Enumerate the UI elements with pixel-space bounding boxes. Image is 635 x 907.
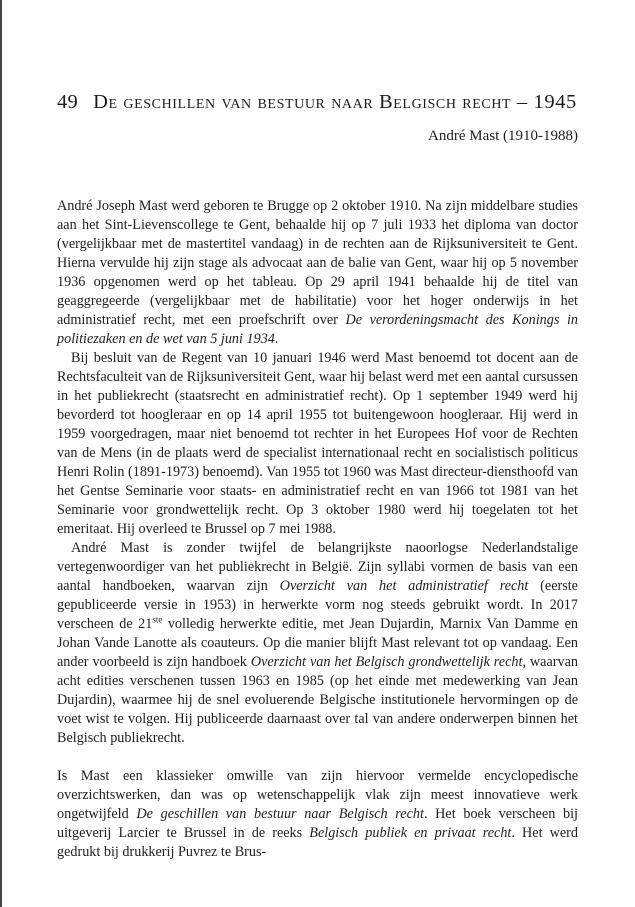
page-left-edge: [0, 0, 2, 907]
text-segment: De verordeningsmacht des Konings in politiezaken en de wet van 5 juni 1934: [57, 312, 578, 347]
text-segment: , waarvan acht edities verschenen tussen 1963 en 1985 (op het einde met medewerking van Jean Dujardin), waarmee hij de snel evoluerende Belgische institutionele hervormingen op de voet wist te volgen. Hij publiceerde daarnaast over tal van andere onderwerpen binnen het Belgisch publiekrecht.: [57, 654, 578, 746]
text-segment: Overzicht van het administratief recht: [279, 578, 529, 594]
text-segment: (eerste gepubliceerde versie in 1953) in herwerkte vorm nog steeds gebruikt wordt. In 2017 verscheen de 21: [57, 578, 578, 632]
body-paragraph: [57, 197, 578, 349]
text-segment: Belgisch publiek en privaat recht: [309, 825, 512, 841]
text-segment: . Het boek verscheen bij uitgeverij Larcier te Brussel in de reeks: [57, 806, 578, 841]
text-segment: ste: [152, 614, 163, 625]
text-segment: André Joseph Mast werd geboren te Brugge op 2 oktober 1910. Na zijn middelbare studies aan het Sint-Lievenscollege te Gent, behaalde hij op 7 juli 1933 het diploma van doctor (vergelijkbaar met de mastertitel vandaag) in de rechten aan de Rijksuniversiteit te Gent. Hierna vervulde hij zijn stage als advocaat aan de balie van Gent, waar hij op 5 november 1936 opgenomen werd op het tableau. Op 29 april 1941 behaalde hij de titel van geaggregeerde (vergelijkbaar met de habilitatie) voor het hoger onderwijs in het administratief recht, met een proefschrift over: [57, 198, 578, 328]
text-segment: De geschillen van bestuur naar Belgisch recht: [136, 806, 424, 822]
text-segment: Bij besluit van de Regent van 10 januari 1946 werd Mast benoemd tot docent aan de Rechtsfaculteit van de Rijksuniversiteit Gent, waar hij belast werd met een aantal cursussen in het publiekrecht (staatsrecht en administratief recht). Op 1 september 1949 werd hij bevorderd tot hoogleraar en op 14 april 1955 tot buitengewoon hoogleraar. Hij werd in 1959 voorgedragen, maar niet benoemd tot rechter in het Europees Hof voor de Rechten van de Mens (in de plaats werd de specialist internationaal recht en socialistisch politicus Henri Rolin (1891-1973) benoemd). Van 1955 tot 1960 was Mast directeur-diensthoofd van het Gentse Seminarie voor staats- en administratief recht en van 1966 tot 1981 van het Seminarie voor grondwettelijk recht. Op 3 oktober 1980 werd hij toegelaten tot het emeritaat. Hij overleed te Brussel op 7 mei 1988.: [57, 350, 578, 537]
text-segment: André Mast is zonder twijfel de belangrijkste naoorlogse Nederlandstalige vertegenwoordiger van het publiekrecht in België. Zijn syllabi vormen de basis van een aantal handboeken, waarvan zijn: [57, 540, 578, 594]
body-text: [57, 197, 578, 862]
chapter-heading: [57, 86, 578, 118]
body-paragraph: [57, 349, 578, 539]
chapter-header: [57, 86, 578, 146]
text-segment: volledig herwerkte editie, met Jean Dujardin, Marnix Van Damme en Johan Vande Lanotte als coauteurs. Op die manier blijft Mast relevant tot op vandaag. Een ander voorbeeld is zijn handboek: [57, 616, 578, 670]
body-paragraph: [57, 539, 578, 748]
text-segment: Is Mast een klassieker omwille van zijn hiervoor vermelde encyclopedische overzichtswerken, dan was op wetenschappelijk vlak zijn meest innovatieve werk ongetwijfeld: [57, 768, 578, 822]
body-paragraph: [57, 767, 578, 862]
chapter-title: De geschillen van bestuur naar Belgisch recht – 1945: [93, 91, 577, 113]
text-segment: .: [274, 331, 279, 347]
text-segment: . Het werd gedrukt bij drukkerij Puvrez te Brus-: [57, 825, 578, 860]
text-segment: Overzicht van het Belgisch grondwettelijk recht: [250, 654, 523, 670]
chapter-number: 49: [57, 91, 79, 113]
author-line: André Mast (1910-1988): [428, 128, 578, 144]
